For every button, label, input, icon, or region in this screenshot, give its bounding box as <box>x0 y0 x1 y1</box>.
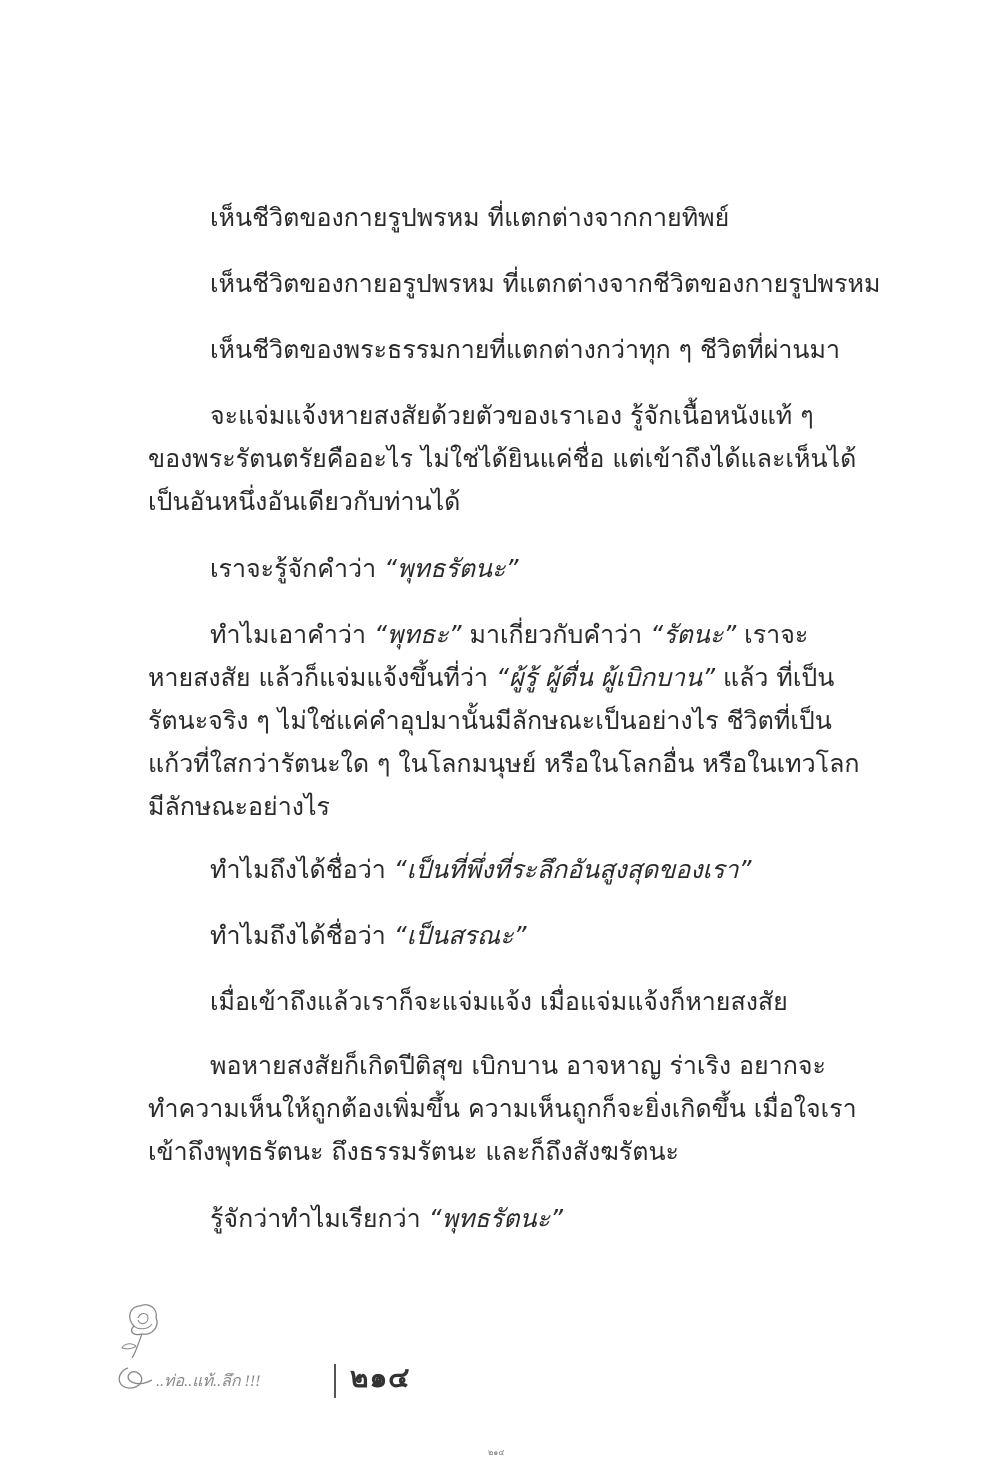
paragraph <box>148 848 848 891</box>
text-segment: ทำไมถึงได้ชื่อว่า <box>210 921 394 950</box>
text-line: เข้าถึงพุทธรัตนะ ถึงธรรมรัตนะ และก็ถึงสังฆรัตนะ <box>148 1137 679 1166</box>
quoted-term: “ผู้รู้ ผู้ตื่น ผู้เบิกบาน” <box>496 663 716 692</box>
paragraph <box>148 1044 857 1173</box>
paragraph <box>148 1197 848 1240</box>
text-line: เห็นชีวิตของกายอรูปพรหม ที่แตกต่างจากชีวิตของกายรูปพรหม <box>210 269 881 298</box>
text-line: ทำความเห็นให้ถูกต้องเพิ่มขึ้น ความเห็นถูกก็จะยิ่งเกิดขึ้น เมื่อใจเรา <box>148 1094 857 1123</box>
text-segment: ทำไมเอาคำว่า <box>210 620 374 649</box>
text-segment: รู้จักว่าทำไมเรียกว่า <box>210 1204 429 1233</box>
text-segment: ทำไมถึงได้ชื่อว่า <box>210 855 394 884</box>
signature-text: ..ท่อ..แท้..ลึก !!! <box>156 1373 261 1390</box>
rose-icon <box>108 1296 328 1406</box>
text-line <box>148 656 848 699</box>
quoted-term: “เป็นสรณะ” <box>393 921 527 950</box>
paragraph <box>148 328 848 371</box>
paragraph <box>148 914 848 957</box>
text-segment: หายสงสัย แล้วก็แจ่มแจ้งขึ้นที่ว่า <box>148 663 496 692</box>
footer-divider <box>334 1364 336 1398</box>
paragraph <box>148 547 848 590</box>
paragraph <box>148 980 848 1023</box>
text-line: มีลักษณะอย่างไร <box>148 792 330 821</box>
text-line: รัตนะจริง ๆ ไม่ใช่แค่คำอุปมานั้นมีลักษณะเป็นอย่างไร ชีวิตที่เป็น <box>148 706 832 735</box>
text-segment: เราจะ <box>736 620 809 649</box>
text-line: จะแจ่มแจ้งหายสงสัยด้วยตัวของเราเอง รู้จักเนื้อหนังแท้ ๆ <box>210 401 814 430</box>
page-footer <box>108 1296 448 1406</box>
text-line: เห็นชีวิตของพระธรรมกายที่แตกต่างกว่าทุก ๆ ชีวิตที่ผ่านมา <box>210 335 841 364</box>
quoted-term: “พุทธรัตนะ” <box>428 1204 563 1233</box>
quoted-term: “รัตนะ” <box>650 620 737 649</box>
text-segment: แล้ว ที่เป็น <box>715 663 835 692</box>
text-line: เห็นชีวิตของกายรูปพรหม ที่แตกต่างจากกายทิพย์ <box>210 203 730 232</box>
text-line <box>148 1197 848 1240</box>
text-line: ของพระรัตนตรัยคืออะไร ไม่ใช่ได้ยินแค่ชื่อ แต่เข้าถึงได้และเห็นได้ <box>148 444 857 473</box>
paragraph <box>148 613 860 828</box>
text-line <box>148 848 848 891</box>
paragraph <box>148 262 881 305</box>
quoted-term: “เป็นที่พึ่งที่ระลึกอันสูงสุดของเรา” <box>393 855 752 884</box>
quoted-term: “พุทธรัตนะ” <box>384 554 519 583</box>
page-number: ๒๑๔ <box>350 1361 411 1394</box>
text-line <box>148 547 848 590</box>
text-line: แก้วที่ใสกว่ารัตนะใด ๆ ในโลกมนุษย์ หรือในโลกอื่น หรือในเทวโลก <box>148 749 860 778</box>
text-line: พอหายสงสัยก็เกิดปีติสุข เบิกบาน อาจหาญ ร่าเริง อยากจะ <box>210 1051 826 1080</box>
paragraph <box>148 394 857 523</box>
text-line: เมื่อเข้าถึงแล้วเราก็จะแจ่มแจ้ง เมื่อแจ่มแจ้งก็หายสงสัย <box>210 987 788 1016</box>
text-line <box>148 914 848 957</box>
text-line <box>148 613 848 656</box>
text-segment: เราจะรู้จักคำว่า <box>210 554 385 583</box>
bottom-page-mark: ๒๑๔ <box>488 1448 505 1457</box>
text-line: เป็นอันหนึ่งอันเดียวกับท่านได้ <box>148 487 461 516</box>
text-segment: มาเกี่ยวกับคำว่า <box>461 620 651 649</box>
paragraph <box>148 196 848 239</box>
quoted-term: “พุทธะ” <box>373 620 462 649</box>
